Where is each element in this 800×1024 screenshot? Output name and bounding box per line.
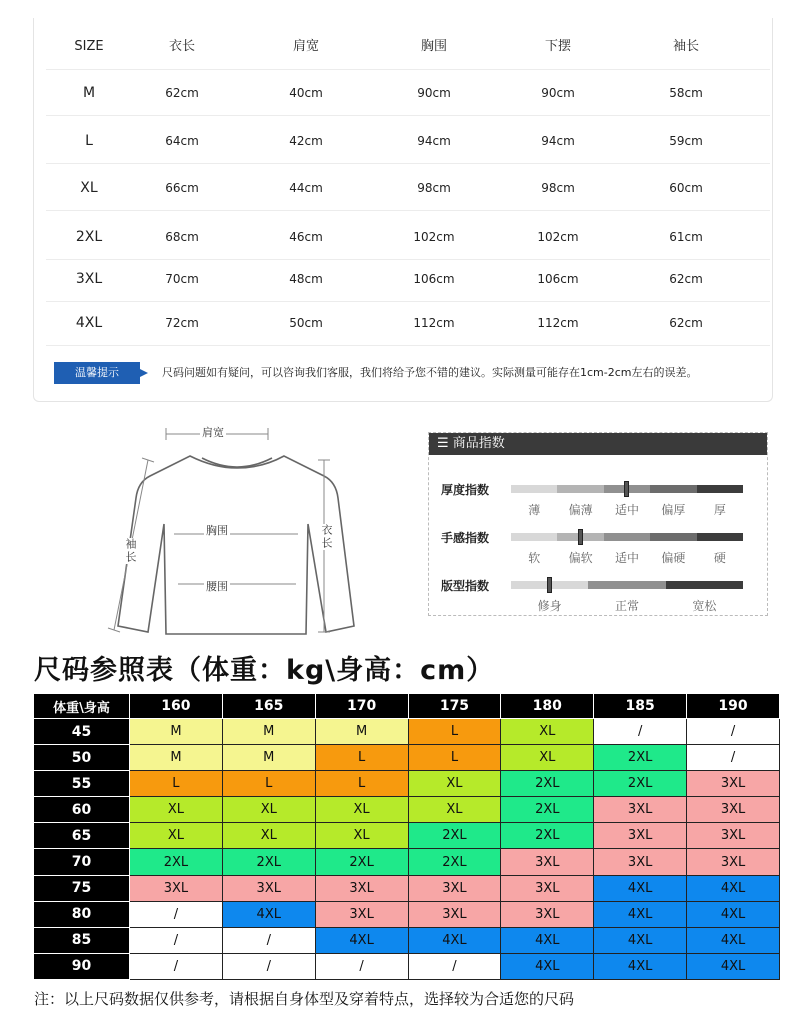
size-cell: / (222, 953, 315, 979)
cell-length: 62cm (165, 86, 199, 100)
size-cell: 3XL (594, 797, 687, 823)
size-cell: 3XL (315, 901, 408, 927)
index-label: 偏硬 (661, 551, 686, 565)
cell-shoulder: 46cm (289, 230, 323, 244)
index-title: 厚度指数 (441, 483, 490, 497)
size-cell: M (315, 719, 408, 745)
index-label: 软 (528, 551, 541, 565)
index-label: 偏软 (568, 551, 593, 565)
cell-hem: 90cm (541, 86, 575, 100)
chest-label: 胸围 (206, 524, 228, 537)
weight-row (34, 901, 780, 927)
index-bar-segment (604, 533, 650, 541)
size-cell: / (687, 719, 780, 745)
length-label: 衣长 (316, 524, 336, 550)
size-cell: 4XL (408, 927, 501, 953)
size-cell: XL (501, 719, 594, 745)
size-cell: XL (130, 797, 223, 823)
hem-label: 腰围 (206, 580, 228, 593)
size-cell: 3XL (501, 901, 594, 927)
tip-badge: 温馨提示 (54, 362, 140, 384)
cell-hem: 98cm (541, 181, 575, 195)
product-index-title: ☰ 商品指数 (429, 433, 767, 455)
height-header: 170 (315, 694, 408, 719)
size-cell: 2XL (594, 745, 687, 771)
index-labels (511, 549, 743, 566)
index-level-marker (578, 529, 583, 545)
measurement-row (46, 214, 770, 260)
size-cell: XL (408, 771, 501, 797)
shirt-outline-icon (92, 412, 382, 648)
size-cell: / (687, 745, 780, 771)
index-row (439, 529, 759, 567)
size-cell: M (222, 719, 315, 745)
index-bar-segment (650, 533, 696, 541)
cell-sleeve: 60cm (669, 181, 703, 195)
weight-header: 65 (34, 823, 130, 849)
cell-size: M (82, 85, 96, 101)
header-chest: 胸围 (420, 39, 447, 54)
size-cell: / (130, 953, 223, 979)
index-bar-segment (557, 485, 603, 493)
cell-hem: 94cm (541, 134, 575, 148)
cell-shoulder: 50cm (289, 316, 323, 330)
measurement-row (46, 165, 770, 211)
index-bar (511, 581, 743, 589)
cell-hem: 112cm (537, 316, 579, 330)
size-cell: 4XL (501, 953, 594, 979)
measurement-table (33, 18, 773, 402)
size-cell: M (130, 719, 223, 745)
index-label: 薄 (528, 503, 541, 517)
size-cell: 4XL (687, 953, 780, 979)
cell-size: 3XL (75, 271, 103, 287)
index-label: 硬 (713, 551, 726, 565)
size-cell: / (222, 927, 315, 953)
size-cell: 4XL (687, 901, 780, 927)
sleeve-label: 袖长 (120, 538, 140, 564)
size-cell: 2XL (130, 849, 223, 875)
size-cell: / (130, 927, 223, 953)
weight-header: 90 (34, 953, 130, 979)
size-cell: 2XL (408, 849, 501, 875)
index-bar-segment (511, 485, 557, 493)
weight-header: 60 (34, 797, 130, 823)
weight-row (34, 875, 780, 901)
weight-header: 75 (34, 875, 130, 901)
cell-size: 4XL (75, 315, 103, 331)
size-cell: 3XL (408, 901, 501, 927)
size-cell: 3XL (130, 875, 223, 901)
cell-hem: 106cm (537, 272, 579, 286)
size-cell: 3XL (594, 849, 687, 875)
cell-sleeve: 62cm (669, 316, 703, 330)
cell-size: XL (80, 180, 98, 196)
corner-cell: 体重\身高 (34, 694, 130, 719)
cell-sleeve: 62cm (669, 272, 703, 286)
size-cell: XL (222, 823, 315, 849)
weight-header: 45 (34, 719, 130, 745)
index-bar-segment (697, 533, 743, 541)
size-cell: L (315, 771, 408, 797)
size-cell: 3XL (315, 875, 408, 901)
size-cell: 3XL (687, 823, 780, 849)
index-label: 偏薄 (568, 503, 593, 517)
height-header: 160 (130, 694, 223, 719)
cell-size: L (85, 133, 93, 149)
size-cell: / (408, 953, 501, 979)
weight-row (34, 927, 780, 953)
weight-row (34, 745, 780, 771)
weight-header: 50 (34, 745, 130, 771)
measurement-row (46, 300, 770, 346)
weight-row (34, 719, 780, 745)
size-cell: XL (315, 823, 408, 849)
index-label: 适中 (615, 503, 640, 517)
cell-length: 68cm (165, 230, 199, 244)
size-cell: 4XL (222, 901, 315, 927)
index-label: 适中 (615, 551, 640, 565)
size-cell: XL (130, 823, 223, 849)
cell-length: 66cm (165, 181, 199, 195)
size-note: 注：以上尺码数据仅供参考，请根据自身体型及穿着特点，选择较为合适您的尺码 (34, 990, 575, 1008)
size-cell: 4XL (501, 927, 594, 953)
index-bar (511, 533, 743, 541)
size-cell: L (222, 771, 315, 797)
cell-shoulder: 40cm (289, 86, 323, 100)
weight-header: 55 (34, 771, 130, 797)
index-title: 版型指数 (441, 579, 490, 593)
index-row (439, 481, 759, 519)
index-level-marker (547, 577, 552, 593)
cell-shoulder: 42cm (289, 134, 323, 148)
index-label: 宽松 (692, 599, 717, 613)
index-label: 正常 (614, 599, 639, 613)
index-bar-segment (511, 533, 557, 541)
measurement-row (46, 256, 770, 302)
height-header: 190 (687, 694, 780, 719)
size-cell: 2XL (594, 771, 687, 797)
size-cell: 3XL (687, 849, 780, 875)
cell-chest: 102cm (413, 230, 455, 244)
size-cell: M (130, 745, 223, 771)
cell-sleeve: 59cm (669, 134, 703, 148)
size-cell: L (130, 771, 223, 797)
size-cell: 3XL (501, 875, 594, 901)
size-cell: 2XL (315, 849, 408, 875)
size-cell: M (222, 745, 315, 771)
size-cell: / (130, 901, 223, 927)
cell-chest: 90cm (417, 86, 451, 100)
cell-chest: 106cm (413, 272, 455, 286)
index-label: 厚 (713, 503, 726, 517)
size-cell: 2XL (501, 797, 594, 823)
height-header: 180 (501, 694, 594, 719)
index-label: 修身 (537, 599, 562, 613)
size-cell: 2XL (501, 771, 594, 797)
header-length: 衣长 (168, 39, 195, 54)
weight-header: 85 (34, 927, 130, 953)
index-labels (511, 501, 743, 518)
measurement-row (46, 118, 770, 164)
index-bar-segment (650, 485, 696, 493)
cell-sleeve: 61cm (669, 230, 703, 244)
index-bar-segment (666, 581, 743, 589)
index-bar (511, 485, 743, 493)
index-label: 偏厚 (661, 503, 686, 517)
size-cell: 2XL (501, 823, 594, 849)
shoulder-label: 肩宽 (202, 426, 224, 439)
weight-row (34, 849, 780, 875)
cell-shoulder: 48cm (289, 272, 323, 286)
weight-row (34, 823, 780, 849)
header-hem: 下摆 (544, 39, 571, 54)
weight-row (34, 953, 780, 979)
size-chart-title: 尺码参照表（体重：kg\身高：cm） (34, 655, 495, 686)
size-cell: 3XL (687, 771, 780, 797)
size-cell: 3XL (501, 849, 594, 875)
tip-text: 尺码问题如有疑问，可以咨询我们客服，我们将给予您不错的建议。实际测量可能存在1cm-2cm左右的误差。 (162, 366, 698, 379)
height-header: 175 (408, 694, 501, 719)
cell-length: 72cm (165, 316, 199, 330)
height-header: 185 (594, 694, 687, 719)
size-cell: L (408, 745, 501, 771)
size-cell: 4XL (594, 901, 687, 927)
size-cell: XL (315, 797, 408, 823)
size-cell: 2XL (408, 823, 501, 849)
cell-length: 70cm (165, 272, 199, 286)
cell-chest: 98cm (417, 181, 451, 195)
cell-chest: 112cm (413, 316, 455, 330)
size-cell: / (594, 719, 687, 745)
cell-length: 64cm (165, 134, 199, 148)
size-cell: 4XL (594, 927, 687, 953)
size-cell: 4XL (687, 875, 780, 901)
weight-row (34, 797, 780, 823)
header-shoulder: 肩宽 (292, 39, 319, 54)
index-level-marker (624, 481, 629, 497)
size-cell: 3XL (594, 823, 687, 849)
size-cell: XL (222, 797, 315, 823)
size-reference-table (33, 693, 780, 980)
weight-header: 80 (34, 901, 130, 927)
index-row (439, 577, 759, 615)
size-cell: / (315, 953, 408, 979)
size-cell: 4XL (594, 875, 687, 901)
cell-size: 2XL (75, 229, 103, 245)
size-header-row (34, 694, 780, 719)
index-bar-segment (588, 581, 665, 589)
index-labels (511, 597, 743, 614)
weight-header: 70 (34, 849, 130, 875)
cell-sleeve: 58cm (669, 86, 703, 100)
size-cell: 4XL (315, 927, 408, 953)
size-cell: XL (501, 745, 594, 771)
size-cell: L (408, 719, 501, 745)
size-cell: 2XL (222, 849, 315, 875)
product-index-panel (428, 432, 768, 616)
index-bar-segment (697, 485, 743, 493)
size-cell: 3XL (408, 875, 501, 901)
header-sleeve: 袖长 (672, 39, 699, 54)
size-cell: 4XL (594, 953, 687, 979)
size-cell: 3XL (222, 875, 315, 901)
header-size: SIZE (74, 39, 104, 54)
measurement-row (46, 70, 770, 116)
index-title: 手感指数 (441, 531, 490, 545)
weight-row (34, 771, 780, 797)
size-cell: XL (408, 797, 501, 823)
cell-shoulder: 44cm (289, 181, 323, 195)
size-cell: 4XL (687, 927, 780, 953)
cell-hem: 102cm (537, 230, 579, 244)
measurement-header-row (46, 24, 770, 70)
shirt-diagram (92, 412, 382, 648)
size-cell: L (315, 745, 408, 771)
cell-chest: 94cm (417, 134, 451, 148)
height-header: 165 (222, 694, 315, 719)
size-cell: 3XL (687, 797, 780, 823)
